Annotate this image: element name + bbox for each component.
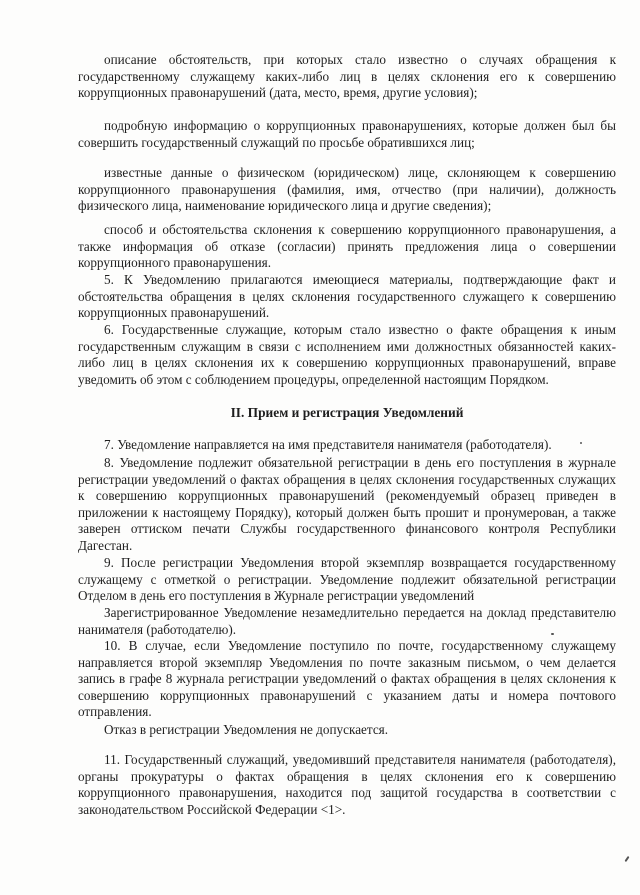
- paragraph-circumstances: описание обстоятельств, при которых стало известно о случаях обращения к государственному служащему каких-либо лиц в целях склонения его к совершению коррупционных правонарушений (дата, место, время, другие условия);: [78, 52, 616, 101]
- paragraph-item-5: 5. К Уведомлению прилагаются имеющиеся материалы, подтверждающие факт и обстоятельства обращения в целях склонения государственного служащего к совершению коррупционных правонарушений.: [78, 272, 616, 321]
- scan-speck: [624, 856, 629, 862]
- paragraph-refusal: Отказ в регистрации Уведомления не допускается.: [104, 722, 389, 737]
- paragraph-item-6: 6. Государственные служащие, которым стало известно о факте обращения к иным государственным служащим в связи с исполнением ими должностных обязанностей каких-либо лиц в целях склонения их к совершению коррупционных правонарушений, вправе уведомить об этом с соблюдением процедуры, определенной настоящим Порядком.: [78, 322, 616, 387]
- paragraph-item-9-transfer: Зарегистрированное Уведомление незамедлительно передается на доклад представителю нанимателя (работодателю).: [78, 605, 616, 637]
- section-heading: II. Прием и регистрация Уведомлений: [230, 405, 464, 420]
- paragraph-item-10: 10. В случае, если Уведомление поступило по почте, государственному служащему направляется второй экземпляр Уведомления по почте заказным письмом, о чем делается запись в графе 8 журнала регистрации уведомлений о фактах обращения в целях склонения к совершению коррупционных правонарушений с указанием даты и номера почтового отправления.: [78, 638, 616, 720]
- paragraph-item-8: 8. Уведомление подлежит обязательной регистрации в день его поступления в журнале регистрации уведомлений о фактах обращения в целях склонения государственных служащих к совершению коррупционных правонарушений (рекомендуемый образец приведен в приложении к настоящему Порядку), который должен быть прошит и пронумерован, а также заверен оттиском печати Службы государственного финансового контроля Республики Дагестан.: [78, 455, 616, 553]
- paragraph-item-9: 9. После регистрации Уведомления второй экземпляр возвращается государственному служащему с отметкой о регистрации. Уведомление подлежит обязательной регистрации Отделом в день его поступления в Журнале регистрации уведомлений: [78, 555, 616, 604]
- paragraph-item-11: 11. Государственный служащий, уведомивший представителя нанимателя (работодателя), органы прокуратуры о фактах обращения в целях склонения его к совершению коррупционного правонарушения, находится под защитой государства в соответствии с законодательством Российской Федерации <1>.: [78, 752, 616, 817]
- paragraph-method-circumstances: способ и обстоятельства склонения к совершению коррупционного правонарушения, а также информация об отказе (согласии) принять предложения лица о совершении коррупционного правонарушения.: [78, 222, 616, 271]
- paragraph-detailed-info: подробную информацию о коррупционных правонарушениях, которые должен был бы совершить государственный служащий по просьбе обратившихся лиц;: [78, 118, 616, 150]
- paragraph-person-data: известные данные о физическом (юридическом) лице, склоняющем к совершению коррупционного правонарушения (фамилия, имя, отчество (при наличии), должность физического лица, наименование юридического лица и другие сведения);: [78, 165, 616, 214]
- paragraph-item-7: 7. Уведомление направляется на имя представителя нанимателя (работодателя).: [104, 437, 552, 452]
- scan-speck: [580, 442, 582, 444]
- scan-speck: [551, 633, 554, 635]
